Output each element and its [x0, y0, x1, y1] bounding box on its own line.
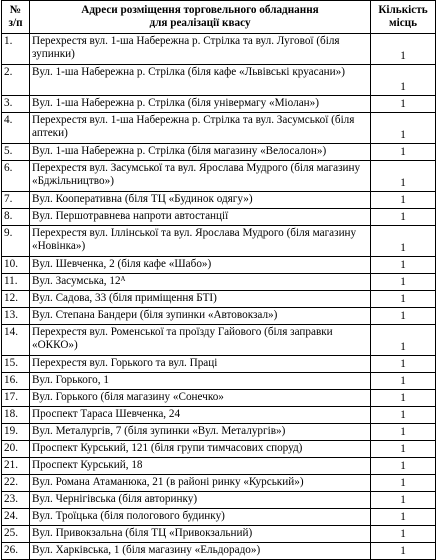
row-address: Перехрестя вул. Горького та вул. Праці [30, 356, 371, 373]
row-count: 1 [371, 34, 436, 65]
row-number: 14. [2, 325, 30, 356]
row-count: 1 [371, 526, 436, 543]
table-row [2, 543, 436, 560]
row-count: 1 [371, 509, 436, 526]
table-row [2, 441, 436, 458]
row-number: 21. [2, 458, 30, 475]
row-number: 6. [2, 161, 30, 192]
row-address: Перехрестя вул. 1-ша Набережна р. Стрілка та вул. Лугової (біля зупинки) [30, 34, 371, 65]
row-count: 1 [371, 407, 436, 424]
row-number: 7. [2, 192, 30, 209]
table-row [2, 475, 436, 492]
table-body [2, 34, 436, 560]
row-address: Перехрестя вул. Іллінської та вул. Ярослава Мудрого (біля магазину «Новінка») [30, 226, 371, 257]
row-number: 18. [2, 407, 30, 424]
row-number: 13. [2, 308, 30, 325]
row-count: 1 [371, 390, 436, 407]
row-count: 1 [371, 291, 436, 308]
row-address: Вул. Шевченка, 2 (біля кафе «Шабо») [30, 257, 371, 274]
table-row [2, 257, 436, 274]
row-number: 11. [2, 274, 30, 291]
row-count: 1 [371, 492, 436, 509]
row-count: 1 [371, 308, 436, 325]
row-address: Вул. Горького (біля магазину «Сонечко» [30, 390, 371, 407]
header-address: Адреси розміщення торговельного обладнання для реалізації квасу [30, 1, 371, 34]
row-count: 1 [371, 65, 436, 96]
row-address: Проспект Курський, 121 (біля групи тимчасових споруд) [30, 441, 371, 458]
table-row [2, 161, 436, 192]
table-row [2, 509, 436, 526]
row-number: 17. [2, 390, 30, 407]
row-number: 20. [2, 441, 30, 458]
row-count: 1 [371, 543, 436, 560]
row-number: 1. [2, 34, 30, 65]
row-address: Вул. Кооперативна (біля ТЦ «Будинок одягу») [30, 192, 371, 209]
row-count: 1 [371, 274, 436, 291]
row-address: Вул. 1-ша Набережна р. Стрілка (біля кафе «Львівські круасани») [30, 65, 371, 96]
kvass-locations-table [1, 0, 436, 560]
row-count: 1 [371, 113, 436, 144]
row-address: Вул. Романа Атаманюка, 21 (в районі ринку «Курський») [30, 475, 371, 492]
row-number: 23. [2, 492, 30, 509]
header-count: Кількість місць [371, 1, 436, 34]
table-row [2, 407, 436, 424]
row-count: 1 [371, 356, 436, 373]
table-row [2, 492, 436, 509]
row-address: Вул. Харківська, 1 (біля магазину «Ельдорадо») [30, 543, 371, 560]
table-row [2, 274, 436, 291]
row-count: 1 [371, 441, 436, 458]
row-count: 1 [371, 373, 436, 390]
row-count: 1 [371, 458, 436, 475]
row-address: Вул. Троїцька (біля пологового будинку) [30, 509, 371, 526]
row-address: Вул. Садова, 33 (біля приміщення БТІ) [30, 291, 371, 308]
row-address: Перехрестя вул. Роменської та проїзду Гайового (біля заправки «ОККО») [30, 325, 371, 356]
table-header-row [2, 1, 436, 34]
row-address: Перехрестя вул. 1-ша Набережна р. Стрілка та вул. Засумської (біля аптеки) [30, 113, 371, 144]
row-address: Вул. Металургів, 7 (біля зупинки «Вул. Металургів») [30, 424, 371, 441]
table-row [2, 458, 436, 475]
row-number: 16. [2, 373, 30, 390]
row-number: 24. [2, 509, 30, 526]
row-count: 1 [371, 424, 436, 441]
row-address: Проспект Тараса Шевченка, 24 [30, 407, 371, 424]
row-address: Вул. 1-ша Набережна р. Стрілка (біля універмагу «Міолан») [30, 96, 371, 113]
table-row [2, 65, 436, 96]
row-number: 9. [2, 226, 30, 257]
row-number: 22. [2, 475, 30, 492]
table-row [2, 192, 436, 209]
row-number: 4. [2, 113, 30, 144]
row-address: Вул. 1-ша Набережна р. Стрілка (біля магазину «Велосалон») [30, 144, 371, 161]
table-row [2, 390, 436, 407]
row-number: 5. [2, 144, 30, 161]
row-number: 19. [2, 424, 30, 441]
table-row [2, 325, 436, 356]
table-row [2, 226, 436, 257]
row-address: Вул. Першотравнева напроти автостанції [30, 209, 371, 226]
row-count: 1 [371, 257, 436, 274]
table-row [2, 373, 436, 390]
table-row [2, 526, 436, 543]
row-number: 12. [2, 291, 30, 308]
row-count: 1 [371, 475, 436, 492]
row-address: Вул. Степана Бандери (біля зупинки «Автовокзал») [30, 308, 371, 325]
table-row [2, 291, 436, 308]
table-row [2, 144, 436, 161]
row-address: Проспект Курський, 18 [30, 458, 371, 475]
table-row [2, 96, 436, 113]
row-count: 1 [371, 161, 436, 192]
row-address: Вул. Чернігівська (біля авторинку) [30, 492, 371, 509]
row-count: 1 [371, 209, 436, 226]
table-row [2, 308, 436, 325]
row-count: 1 [371, 226, 436, 257]
row-count: 1 [371, 325, 436, 356]
table-row [2, 209, 436, 226]
row-count: 1 [371, 144, 436, 161]
row-address: Вул. Привокзальна (біля ТЦ «Привокзальний) [30, 526, 371, 543]
row-count: 1 [371, 96, 436, 113]
row-address: Вул. Горького, 1 [30, 373, 371, 390]
row-number: 10. [2, 257, 30, 274]
row-number: 2. [2, 65, 30, 96]
row-number: 8. [2, 209, 30, 226]
row-address: Вул. Засумська, 12ᴬ [30, 274, 371, 291]
row-number: 26. [2, 543, 30, 560]
row-number: 25. [2, 526, 30, 543]
table-row [2, 34, 436, 65]
table-row [2, 424, 436, 441]
table-row [2, 356, 436, 373]
header-num: № з/п [2, 1, 30, 34]
table-row [2, 113, 436, 144]
row-number: 15. [2, 356, 30, 373]
row-address: Перехрестя вул. Засумської та вул. Ярослава Мудрого (біля магазину «Бджільництво») [30, 161, 371, 192]
row-count: 1 [371, 192, 436, 209]
row-number: 3. [2, 96, 30, 113]
